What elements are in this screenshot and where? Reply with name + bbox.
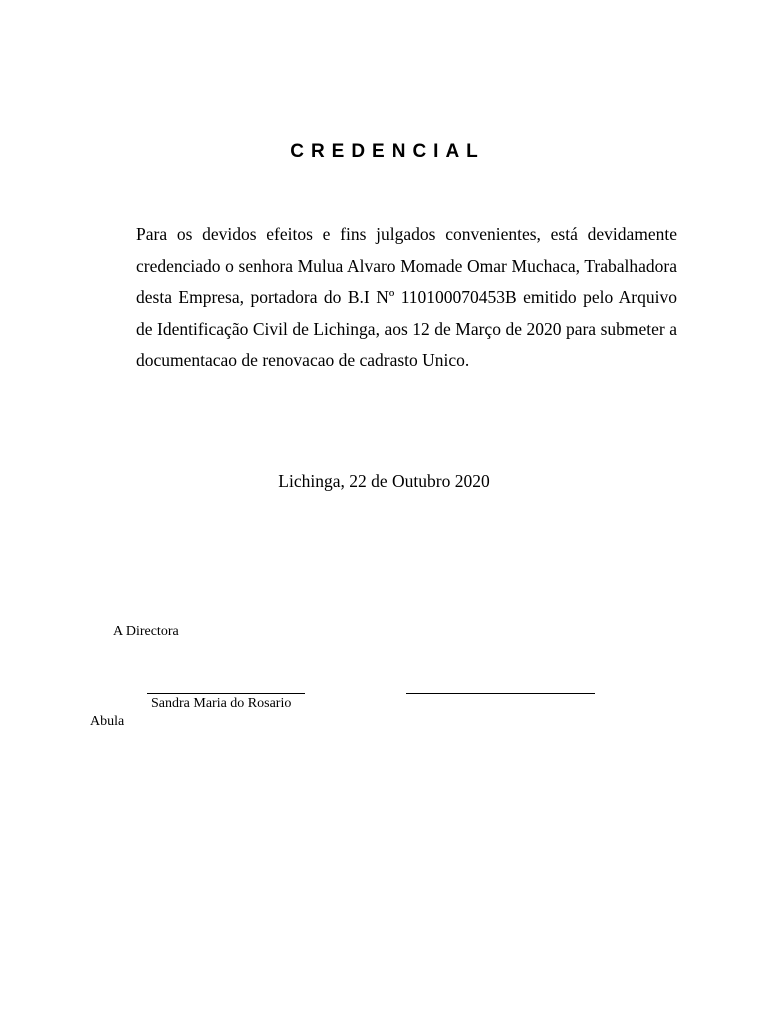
signer-role: A Directora <box>113 624 179 639</box>
signature-line-right <box>406 693 595 694</box>
document-title: CREDENCIAL <box>290 141 485 162</box>
signer-name-line1: Sandra Maria do Rosario <box>151 696 292 711</box>
credential-body-paragraph: Para os devidos efeitos e fins julgados convenientes, está devidamente credenciado o senhora Mulua Alvaro Momade Omar Muchaca, Trabalhadora desta Empresa, portadora do B.I Nº 110100070453B emitido pelo Arquivo de Identificação Civil de Lichinga, aos 12 de Março de 2020 para submeter a documentacao de renovacao de cadrasto Unico. <box>136 224 677 370</box>
signature-line-left <box>147 693 305 694</box>
signer-name-line2: Abula <box>90 714 125 729</box>
place-and-date: Lichinga, 22 de Outubro 2020 <box>278 471 490 491</box>
